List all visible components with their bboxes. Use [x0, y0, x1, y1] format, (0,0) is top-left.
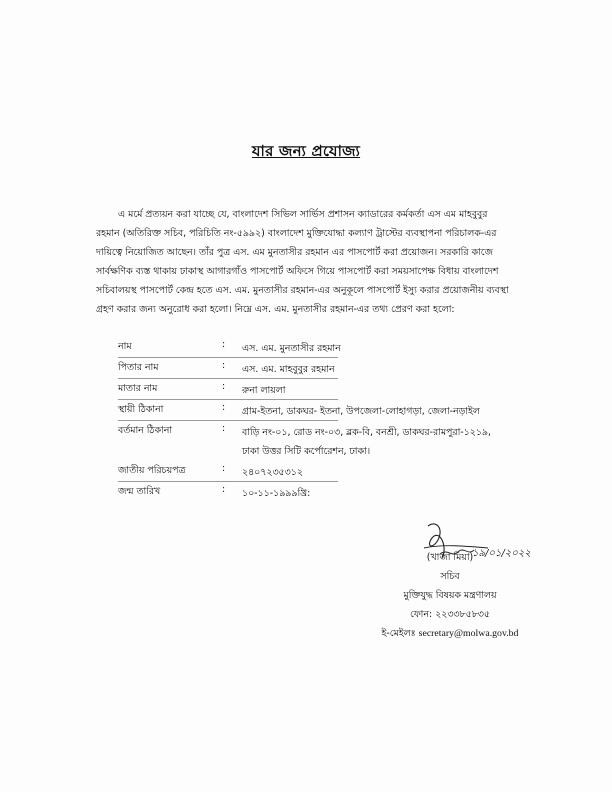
permanent-address-value: গ্রাম-ইতনা, ডাকঘর- ইতনা, উপজেলা-লোহাগড়া, জেলা-নড়াইল	[242, 406, 480, 417]
permanent-address-label: স্থায়ী ঠিকানা	[118, 404, 164, 415]
signature-date: ১৯/০১/২০২২	[472, 548, 531, 559]
father-label: পিতার নাম	[118, 362, 159, 373]
body-line: রহমান (অতিরিক্ত সচিব, পরিচিতি নং-৫৯৯২) বাংলাদেশ মুক্তিযোদ্ধা কল্যাণ ট্রাস্টের ব্যবস্থাপনা পরিচালক-এর	[96, 228, 497, 239]
dob-label: জন্ম তারিখ	[118, 486, 161, 497]
colon: :	[222, 423, 226, 434]
present-address-line-1: বাড়ি নং-০১, রোড নং-০৩, ব্লক-বি, বনশ্রী, ডাকঘর-রামপুরা-১২১৯,	[242, 427, 491, 438]
email-label: ই-মেইলঃ	[381, 628, 416, 639]
name-value: এস. এম. মুনতাসীর রহমান	[242, 343, 341, 354]
nid-value: ২৪০৭২৩৫৩১২	[242, 467, 303, 478]
present-address-line-2: ঢাকা উত্তর সিটি কর্পোরেশন, ঢাকা।	[242, 446, 371, 457]
body-line: দায়িত্বে নিয়োজিত আছেন। তাঁর পুত্র এস. এম মুনতাসীর রহমান এর পাসপোর্ট করা প্রয়োজন। সরকারি কাজে	[96, 247, 493, 258]
present-address-value	[242, 423, 491, 461]
info-row-nid	[118, 461, 518, 482]
colon: :	[222, 339, 226, 350]
colon: :	[222, 360, 226, 371]
body-paragraph	[96, 205, 526, 319]
colon: :	[222, 381, 226, 392]
signatory-ministry: মুক্তিযুদ্ধ বিষয়ক মন্ত্রণালয়	[403, 590, 497, 601]
info-table	[118, 337, 518, 503]
colon: :	[222, 484, 226, 495]
info-row-name	[118, 337, 518, 358]
mother-label: মাতার নাম	[118, 383, 158, 394]
signatory-block	[360, 548, 540, 643]
email-address: secretary@molwa.gov.bd	[418, 628, 519, 639]
father-value: এস. এম. মাহবুবুর রহমান	[242, 364, 335, 375]
signatory-phone: ফোন: ২২৩৩৮৫৮৩৫	[410, 609, 490, 620]
signatory-email-line	[360, 624, 540, 643]
body-line: এ মর্মে প্রত্যয়ন করা যাচ্ছে যে, বাংলাদেশ সিভিল সার্ভিস প্রশাসন ক্যাডারের কর্মকর্তা এস এম মাহবুবুর	[118, 209, 488, 220]
present-address-label: বর্তমান ঠিকানা	[118, 425, 173, 436]
name-label: নাম	[118, 341, 132, 352]
info-row-present-address	[118, 421, 518, 461]
body-line: গ্রহণ করার জন্য অনুরোধ করা হলো। নিম্নে এস. এম. মুনতাসীর রহমান-এর তথ্য প্রেরণ করা হলো:	[96, 304, 455, 315]
signatory-designation: সচিব	[440, 571, 460, 582]
dob-value: ১০-১১-১৯৯৯খ্রি:	[242, 488, 311, 499]
info-row-permanent-address	[118, 400, 518, 421]
nid-label: জাতীয় পরিচয়পত্র	[118, 465, 186, 476]
mother-value: রুনা লায়লা	[242, 385, 286, 396]
colon: :	[222, 402, 226, 413]
body-line: সচিবালয়স্থ পাসপোর্ট কেন্দ্র হতে এস. এম. মুনতাসীর রহমান-এর অনুকূলে পাসপোর্ট ইস্যু করার প্রয়োজনীয় ব্যবস্থা	[96, 285, 509, 296]
colon: :	[222, 463, 226, 474]
info-row-father	[118, 358, 518, 379]
signatory-name: (খাজা মিয়া)	[426, 552, 474, 563]
body-line: সার্বক্ষণিক ব্যস্ত থাকায় ঢাকাস্থ আগারগাঁও পাসপোর্ট অফিসে গিয়ে পাসপোর্ট করা সময়সাপেক্ষ বিধায় বাংলাদেশ	[96, 266, 499, 277]
info-row-dob	[118, 482, 518, 503]
document-title: যার জন্য প্রযোজ্য	[251, 142, 361, 160]
info-row-mother	[118, 379, 518, 400]
